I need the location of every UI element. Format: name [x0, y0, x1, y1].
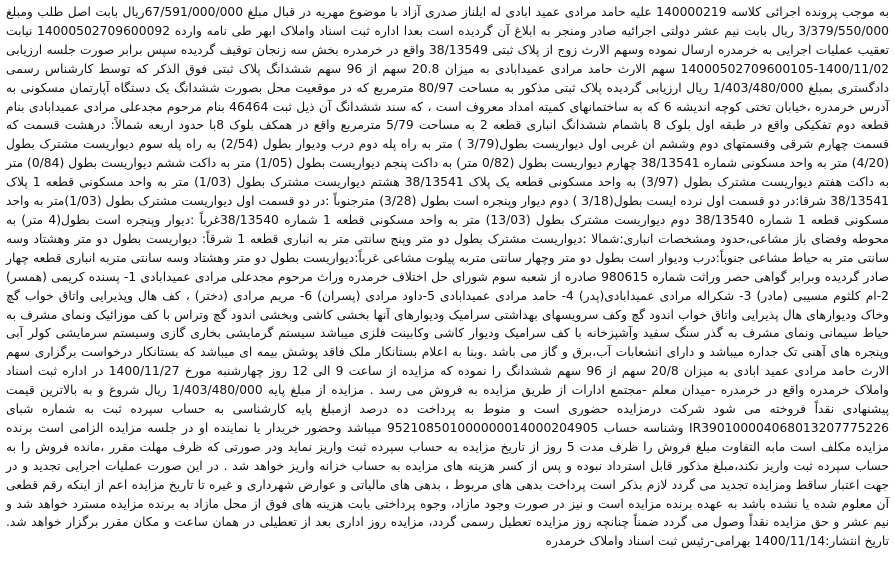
notice-body-text: به موجب پرونده اجرائی کلاسه 140000219 علیه حامد مرادی عمید ابادی له ایلناز صدری آزاد با موضوع مهریه در قبال مبلغ 67/591/000/000ریال بابت اصل طلب ومبلغ 3/379/550/000 ریال بابت نیم عشر دولتی اجرائیه صادر ومنجر به ابلاغ آن گردیده است بعدا اداره ثبت اسناد واملاک ابهر طی نامه وارده 14000502709600092 نیابت تعقیب عملیات اجرایی به خرمدره ارسال نموده وسهم الارث زوج از پلاک ثبتی 38/13549 واقع در خرمدره بخش سه زنجان توقیف گردیده سپس برابر صورت جلسه ارزیابی 1400/11/02-14000502709600105 سهم الارث حامد مرادی عمیدابادی به میزان 20.8 سهم از 96 سهم ششدانگ پلاک ثبتی فوق الذکر که توسط کارشناس رسمی دادگستری بمبلغ 1/403/480/000 ریال ارزیابی گردیده پلاک ثبتی مذکور به مساحت 80/97 مترمربع که در موقعیت محل بصورت ششدانگ یک دستگاه آپارتمان مسکونی به آدرس خرمدره ،خیابان تختی کوچه اندیشه 6 که به ساختمانهای کمیته امداد معروف است ، که سند ششدانگ آن ذیل ثبت 46464 بنام مرحوم مجدعلی مرادی عمیدابادی بنام قطعه دوم تفکیکی واقع در طبقه اول بلوک 8 باشمام ششدانگ انباری قطعه 2 به مساحت 5/79 مترمربع واقع در همکف بلوک 8با حدود اربعه شمالاً: درهشت قسمت که قسمت چهارم شرقی وقسمتهای دوم وششم ان غربی اول دیواریست بطول(3/79 ) متر به راه پله دوم درب ودیوار بطول (2/54) به راه پله سوم دیواریست مشترک بطول (4/20) متر به واحد مسکونی شماره 38/13541 چهارم دیواریست بطول (0/82 متر) به داکت پنجم دیواریست بطول (1/05) متر به داکت ششم دیواریست بطول (0/84) متر به داکت هفتم دیواریست مشترک بطول (3/97) به واحد مسکونی قطعه یک پلاک 38/13541 هشتم دیواریست مشترک بطول (1/03) متر به واحد مسکونی قطعه 1 پلاک 38/13541 شرقا:در دو قسمت اول نرده ایست بطول(3/18 ) دوم دیوار وپنجره است بطول (3/28) مترجنوباً :در دو قسمت اول دیواریست مشترک بطول (1/03)متر به واحد مسکونی قطعه 1 شماره 38/13540 دوم دیواریست مشترک بطول (13/03) متر به واحد مسکونی قطعه 1 شماره 38/13540غرباً :دیوار وپنجره است بطول(4 متر) به محوطه وفضای باز مشاعی،حدود ومشخصات انباری:شمالا :دیواریست مشترک بطول دو متر وپنج سانتی متر به انباری قطعه 1 شرقاً: دیواریست بطول دو متر وهشتاد وسه سانتی متر به حیاط مشاعی جنوباً:درب ودیوار است بطول دو متر وچهار سانتی متربه پیلوت مشاعی غرباً:دیواریست بطول دو متر وهشتاد وسه سانتی متربه انباری قطعه چهار صادر گردیده وبرابر گواهی حصر وراثت شماره 980615 صادره از شعبه سوم شورای حل اختلاف خرمدره وراث مرحوم مجدعلی مرادی عمیدابادی 1- پسنده کریمی (همسر) 2-ام کلثوم مسیبی (مادر) 3- شکراله مرادی عمیدابادی(پدر) 4- حامد مرادی عمیدابادی 5-داود مرادی (پسران) 6- مریم مرادی (دختر) ، کف هال وپذیرایی واتاق خواب گچ وخاک ودیوارهای هال پذیرایی واتاق خواب اندود گچ وکف سرویسهای بهداشتی سرامیک ودیوارهای آنها بخشی کاشی وبخشی اندود گچ وتراس با کف موزائیک ونمای مشرف به حیاط سیمانی ونمای مشرف به گذر سنگ سفید وآشپزخانه با کف سرامیک ودیوار کاشی وکابینت فلزی میباشد سیستم گرمایشی بخاری گازی وسیستم سرمایشی کولر آبی وپنجره های آهنی تک جداره میباشد و دارای انشعابات آب،برق و گاز می باشد .وبنا به اعلام بستانکار ملک فاقد پوشش بیمه ای میباشد که بستانکار درخواست برگزاری سهم الارث حامد مرادی عمید ابادی به میزان 20/8 سهم از 96 سهم ششدانگ را نموده که مزایده از ساعت 9 الی 12 روز چهارشنبه مورخ 1400/11/27 در اداره ثبت اسناد واملاک خرمدره واقع در خرمدره -میدان معلم -مجتمع ادارات از طریق مزایده به فروش می رسد . مزایده از مبلغ پایه 1/403/480/000 ریال شروع و به بالاترین قیمت پیشنهادی نقداً فروخته می شود شرکت درمزایده حضوری است و منوط به پرداخت ده درصد ازمبلغ پایه کارشناسی به حساب سپرده ثبت به شماره شبای IR390100004068013207775226 وشناسه حساب 952108501000000014000204905 میباشد وحضور خریدار یا نماینده او در جلسه مزایده الزامی است برنده مزایده مکلف است مابه التفاوت مبلغ فروش را ظرف مدت 5 روز از تاریخ مزایده به حساب سپرده ثبت واریز نماید ودر صورتی که ظرف مهلت مقرر ،مانده فروش را به حساب سپرده ثبت واریز نکند،مبلغ مذکور قابل استرداد نبوده و پس از کسر هزینه های مزایده به حساب خزانه واریز خواهد شد . در این صورت عملیات اجرایی تجدید و در جهت اعتبار ساقط ومزایده تجدید می گردد لازم بذکر است پرداخت بدهی های مربوط ، بدهی های مالیاتی و عوارض شهرداری و غیره تا تاریخ مزایده اعم از اینکه رقم قطعی آن معلوم شده یا نشده باشد به عهده برنده مزایده است و نیز در صورت وجود مازاد، وجوه پرداختی بابت هزینه های فوق از محل مازاد به برنده مزایده مسترد خواهد شد و نیم عشر و حق مزایده نقداً وصول می گردد ضمناً چنانچه روز مزایده تعطیل رسمی گردد، مزایده روز اداری بعد از تعطیلی در همان ساعت و مکان مقرر برگزار خواهد شد. تاریخ انتشار:1400/11/14 بهرامی-رئیس ثبت اسناد واملاک خرمدره: [6, 5, 890, 549]
